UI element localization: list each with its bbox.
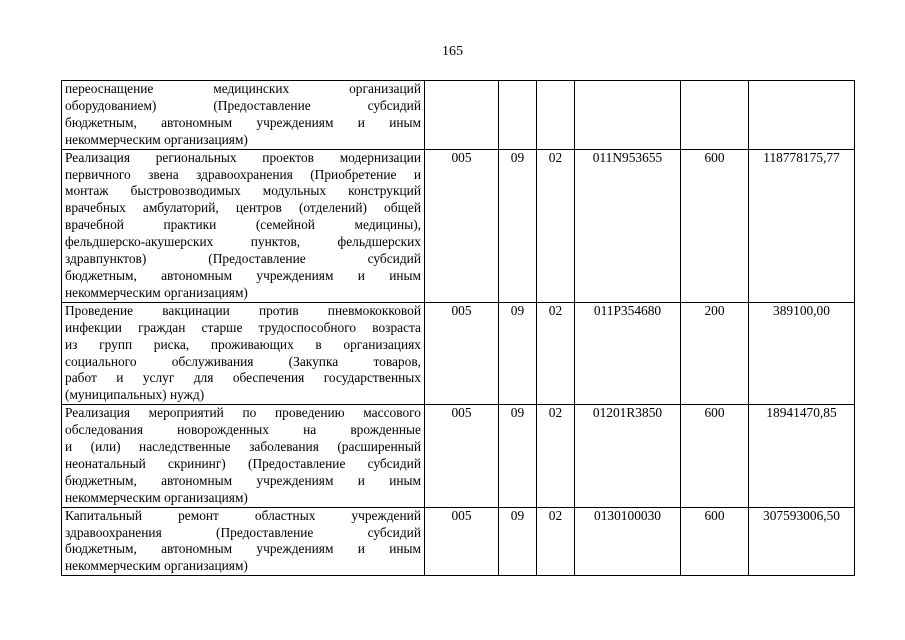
description-line: бюджетным, автономным учреждениям и иным — [65, 114, 421, 130]
table-row — [62, 149, 855, 302]
ministry-code: 005 — [425, 302, 499, 404]
table-row — [62, 507, 855, 576]
description-line: здравпунктов) (Предоставление субсидий — [65, 251, 421, 267]
description-line: бюджетным, автономным учреждениям и иным — [65, 472, 421, 488]
description-line: Проведение вакцинации против пневмококковой — [65, 302, 421, 318]
description-line: врачебных амбулаторий, центров (отделений) общей — [65, 200, 421, 216]
expense-type-code: 200 — [681, 302, 749, 404]
description-line: Реализация региональных проектов модернизации — [65, 149, 421, 165]
subsection-code: 02 — [537, 149, 575, 302]
description-line: некоммерческим организациям) — [65, 558, 248, 574]
description-line: работ и услуг для обеспечения государственных — [65, 370, 421, 386]
amount-cell: 389100,00 — [749, 302, 855, 404]
amount-cell: 118778175,77 — [749, 149, 855, 302]
budget-table — [61, 80, 855, 576]
table-row — [62, 81, 855, 150]
target-article-code: 011N953655 — [575, 149, 681, 302]
ministry-code: 005 — [425, 507, 499, 576]
target-article-code — [575, 81, 681, 150]
table-row — [62, 302, 855, 404]
description-line: неонатальный скрининг) (Предоставление субсидий — [65, 455, 421, 471]
description-line: некоммерческим организациям) — [65, 284, 248, 300]
description-line: оборудованием) (Предоставление субсидий — [65, 97, 421, 113]
description-line: (муниципальных) нужд) — [65, 387, 205, 403]
target-article-code: 011P354680 — [575, 302, 681, 404]
subsection-code: 02 — [537, 507, 575, 576]
description-line: бюджетным, автономным учреждениям и иным — [65, 541, 421, 557]
target-article-code: 0130100030 — [575, 507, 681, 576]
expense-type-code: 600 — [681, 149, 749, 302]
description-line: из групп риска, проживающих в организациях — [65, 336, 421, 352]
description-line: некоммерческим организациям) — [65, 131, 248, 147]
table-row — [62, 405, 855, 507]
ministry-code: 005 — [425, 405, 499, 507]
subsection-code: 02 — [537, 302, 575, 404]
description-line: переоснащение медицинских организаций — [65, 81, 421, 96]
section-code: 09 — [499, 149, 537, 302]
row-description — [62, 507, 425, 576]
expense-type-code — [681, 81, 749, 150]
expense-type-code: 600 — [681, 405, 749, 507]
description-line: социального обслуживания (Закупка товаров, — [65, 353, 421, 369]
description-line: фельдшерско-акушерских пунктов, фельдшерских — [65, 234, 421, 250]
row-description — [62, 405, 425, 507]
description-line: инфекции граждан старше трудоспособного возраста — [65, 319, 421, 335]
target-article-code: 01201R3850 — [575, 405, 681, 507]
section-code — [499, 81, 537, 150]
description-line: некоммерческим организациям) — [65, 489, 248, 505]
description-line: Реализация мероприятий по проведению массового — [65, 405, 421, 421]
ministry-code — [425, 81, 499, 150]
description-line: монтаж быстровозводимых модульных конструкций — [65, 183, 421, 199]
amount-cell: 18941470,85 — [749, 405, 855, 507]
amount-cell — [749, 81, 855, 150]
description-line: врачебной практики (семейной медицины), — [65, 217, 421, 233]
subsection-code — [537, 81, 575, 150]
row-description — [62, 149, 425, 302]
section-code: 09 — [499, 507, 537, 576]
section-code: 09 — [499, 405, 537, 507]
row-description — [62, 302, 425, 404]
amount-cell: 307593006,50 — [749, 507, 855, 576]
subsection-code: 02 — [537, 405, 575, 507]
description-line: здравоохранения (Предоставление субсидий — [65, 524, 421, 540]
description-line: бюджетным, автономным учреждениям и иным — [65, 267, 421, 283]
description-line: и (или) наследственные заболевания (расширенный — [65, 439, 421, 455]
row-description — [62, 81, 425, 150]
page-number: 165 — [442, 44, 463, 59]
table-body — [62, 81, 855, 576]
expense-type-code: 600 — [681, 507, 749, 576]
description-line: Капитальный ремонт областных учреждений — [65, 507, 421, 523]
description-line: первичного звена здравоохранения (Приобретение и — [65, 166, 421, 182]
ministry-code: 005 — [425, 149, 499, 302]
section-code: 09 — [499, 302, 537, 404]
description-line: обследования новорожденных на врожденные — [65, 422, 421, 438]
